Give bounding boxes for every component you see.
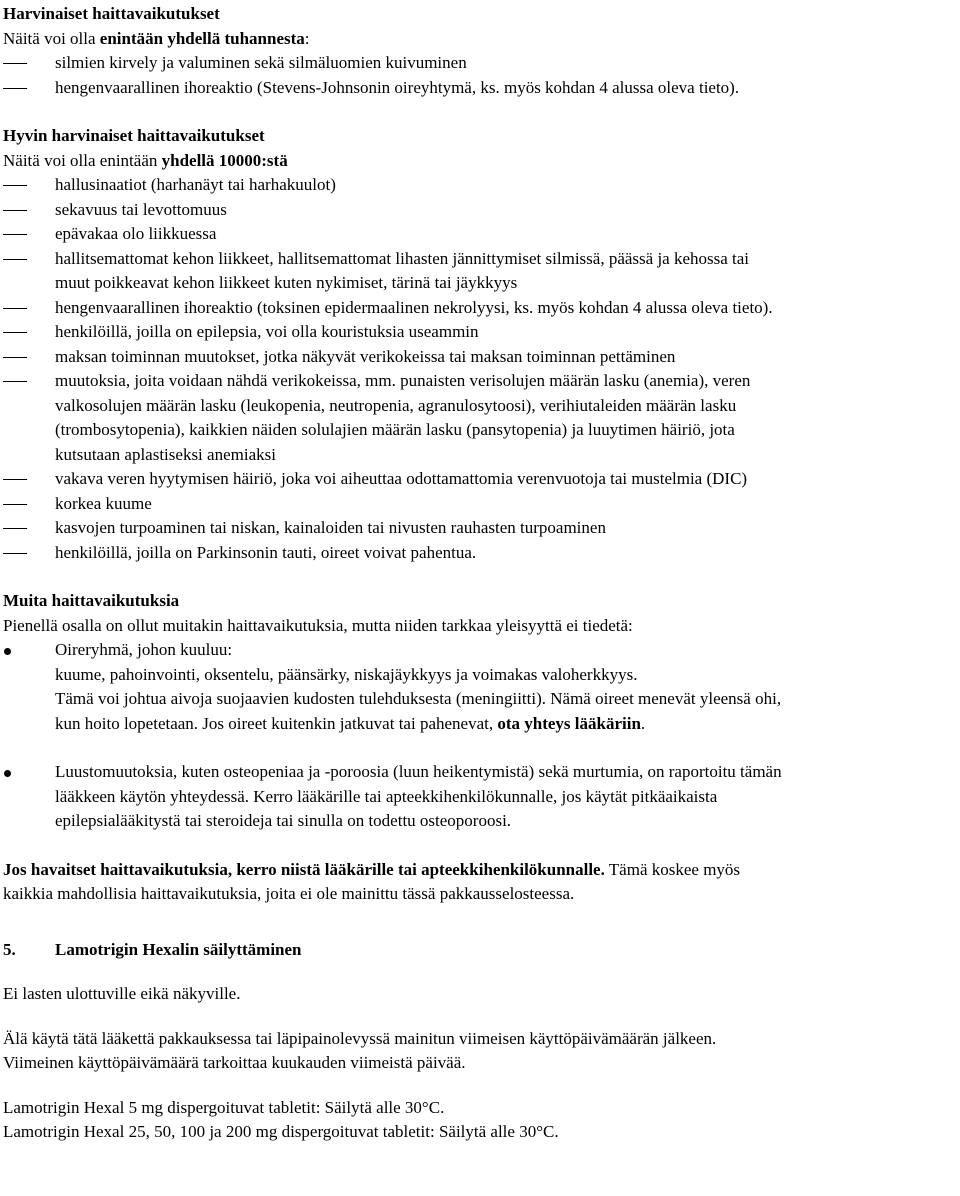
list-item-text: maksan toiminnan muutokset, jotka näkyvät verikokeissa tai maksan toiminnan pettäminen (55, 346, 676, 366)
bullet-icon (4, 648, 11, 655)
list-item (0, 345, 960, 370)
list-item (0, 516, 960, 541)
list-item-text: muut poikkeavat kehon liikkeet kuten nykimiset, tärinä tai jäykkyys (55, 273, 518, 292)
section-5-heading: 5. Lamotrigin Hexalin säilyttäminen (3, 939, 302, 959)
list-item-text: hallusinaatiot (harhanäyt tai harhakuulot) (55, 175, 336, 194)
list-item (0, 492, 960, 517)
list-item-text: sekavuus tai levottomuus (55, 199, 227, 219)
list-item-text: hengenvaarallinen ihoreaktio (toksinen epidermaalinen nekrolyysi, ks. myös kohdan 4 alussa oleva tieto). (55, 297, 773, 317)
very-rare-intro: Näitä voi olla enintään yhdellä 10000:stä (3, 150, 288, 170)
report-paragraph: Jos havaitset haittavaikutuksia, kerro niistä lääkärille tai apteekkihenkilökunnalle. Tämä koskee myös (3, 859, 741, 879)
list-item (0, 76, 960, 101)
list-item-text: silmien kirvely ja valuminen sekä silmäluomien kuivuminen (55, 53, 467, 72)
rare-heading: Harvinaiset haittavaikutukset (3, 4, 220, 23)
list-item-text: valkosolujen määrän lasku (leukopenia, neutropenia, agranulosytoosi), verihiutaleiden määrän lasku (55, 395, 737, 415)
dash-bullet-icon (3, 185, 27, 186)
storage-children: Ei lasten ulottuville eikä näkyville. (3, 984, 241, 1003)
list-item-text: vakava veren hyytymisen häiriö, joka voi aiheuttaa odottamattomia verenvuotoja tai mustelmia (DIC) (55, 469, 748, 488)
dash-bullet-icon (3, 381, 27, 382)
list-item (0, 247, 960, 296)
dash-bullet-icon (3, 63, 27, 64)
dash-bullet-icon (3, 504, 27, 505)
list-item-text: muutoksia, joita voidaan nähdä verikokeissa, mm. punaisten verisolujen määrän lasku (anemia), veren (55, 371, 751, 390)
list-item (0, 198, 960, 223)
dash-bullet-icon (3, 332, 27, 333)
list-item (0, 541, 960, 566)
rare-intro: Näitä voi olla enintään yhdellä tuhannesta: (3, 28, 310, 48)
dash-bullet-icon (3, 553, 27, 554)
bullet-icon (4, 770, 11, 777)
dash-bullet-icon (3, 234, 27, 235)
dash-bullet-icon (3, 210, 27, 211)
dash-bullet-icon (3, 528, 27, 529)
list-item-text: kasvojen turpoaminen tai niskan, kainaloiden tai nivusten rauhasten turpoaminen (55, 518, 606, 537)
list-item-text: hengenvaarallinen ihoreaktio (Stevens-Johnsonin oireyhtymä, ks. myös kohdan 4 alussa oleva tieto). (55, 77, 740, 97)
list-item: Luustomuutoksia, kuten osteopeniaa ja -poroosia (luun heikentymistä) sekä murtumia, on raportoitu tämän lääkkeen käytön yhteydessä. Kerro lääkärille tai apteekkihenkilökunnalle, jos käytät pitkäaikaista epilepsialääkitystä tai steroideja tai sinulla on todettu osteoporoosi. (0, 760, 960, 834)
list-item-text: epävakaa olo liikkuessa (55, 224, 217, 243)
expiry-paragraph: Älä käytä tätä lääkettä pakkauksessa tai läpipainolevyssä mainitun viimeisen käyttöpäivämäärän jälkeen. (3, 1028, 717, 1048)
other-intro: Pienellä osalla on ollut muitakin haittavaikutuksia, mutta niiden tarkkaa yleisyyttä ei tiedetä: (3, 615, 633, 635)
list-item (0, 296, 960, 321)
storage-other-strengths: Lamotrigin Hexal 25, 50, 100 ja 200 mg dispergoituvat tabletit: Säilytä alle 30°C. (3, 1122, 559, 1141)
list-item (0, 320, 960, 345)
dash-bullet-icon (3, 308, 27, 309)
list-item-text: korkea kuume (55, 493, 152, 513)
list-item-text: henkilöillä, joilla on epilepsia, voi olla kouristuksia useammin (55, 322, 479, 341)
leaflet-page: Harvinaiset haittavaikutukset Näitä voi olla enintään yhdellä tuhannesta: silmien kirvely ja valuminen sekä silmäluomien kuivuminen hengenvaarallinen ihoreaktio (Stevens-Johnsonin oireyhtymä, ks. myös kohdan 4 alussa oleva tieto). Hyvin harvinaiset haittavaikutukset Näitä voi olla enintään yhdellä 10000:stä hallusinaatiot (harhanäyt tai harhakuulot) sekavuus tai levottomuus epävakaa olo liikkuessa hallitsemattomat kehon liikkeet, hallitsemattomat lihasten jännittymiset silmissä, päässä ja kehossa tai muut poikkeavat kehon liikkeet kuten nykimiset, tärinä tai jäykkyys hengenvaarallinen ihoreaktio (toksinen epidermaalinen nekrolyysi, ks. myös kohdan 4 alussa oleva tieto). henkilöillä, joilla on epilepsia, voi olla kouristuksia useammin maksan toiminnan muutokset, jotka näkyvät verikokeissa tai maksan toiminnan pettäminen muutoksia, joita voidaan nähdä verikokeissa, mm. punaisten verisolujen määrän lasku (anemia), veren valkosolujen määrän lasku (leukopenia, neutropenia, agranulosytoosi), verihiutaleiden määrän lasku (trombosytopenia), kaikkien näiden solulajien määrän lasku (pansytopenia) ja luuytimen häiriö, jota kutsutaan aplastiseksi anemiaksi vakava veren hyytymisen häiriö, joka voi aiheuttaa odottamattomia verenvuotoja tai mustelmia (DIC) korkea kuume kasvojen turpoaminen tai niskan, kainaloiden tai nivusten rauhasten turpoaminen henkilöillä, joilla on Parkinsonin tauti, oireet voivat pahentua. Muita haittavaikutuksia Pienellä osalla on ollut muitakin haittavaikutuksia, mutta niiden tarkkaa yleisyyttä ei tiedetä: Oireryhmä, johon kuuluu: kuume, pahoinvointi, oksentelu, päänsärky, niskajäykkyys ja voimakas valoherkkyys. Tämä voi johtua aivoja suojaavien kudosten tulehduksesta (meningiitti). Nämä oireet menevät yleensä ohi, kun hoito lopetetaan. Jos oireet kuitenkin jatkuvat tai pahenevat, ota yhteys lääkäriin. Luustomuutoksia, kuten osteopeniaa ja -poroosia (luun heikentymistä) sekä murtumia, on raportoitu tämän lääkkeen käytön yhteydessä. Kerro lääkärille tai apteekkihenkilökunnalle, jos käytät pitkäaikaista epilepsialääkitystä tai steroideja tai sinulla on todettu osteoporoosi. Jos havaitset haittavaikutuksia, kerro niistä lääkärille tai apteekkihenkilökunnalle. Tämä koskee myös kaikkia mahdollisia haittavaikutuksia, joita ei ole mainittu tässä pakkausselosteessa. 5. Lamotrigin Hexalin säilyttäminen Ei lasten ulottuville eikä näkyville. Älä käytä tätä lääkettä pakkauksessa tai läpipainolevyssä mainitun viimeisen käyttöpäivämäärän jälkeen. Viimeinen käyttöpäivämäärä tarkoittaa kuukauden viimeistä päivää. Lamotrigin Hexal 5 mg dispergoituvat tabletit: Säilytä alle 30°C. Lamotrigin Hexal 25, 50, 100 ja 200 mg dispergoituvat tabletit: Säilytä alle 30°C. (0, 0, 960, 1145)
rare-list (0, 51, 960, 100)
list-item (0, 467, 960, 492)
dash-bullet-icon (3, 479, 27, 480)
other-heading: Muita haittavaikutuksia (3, 591, 180, 610)
dash-bullet-icon (3, 259, 27, 260)
very-rare-list (0, 173, 960, 565)
list-item: Oireryhmä, johon kuuluu: kuume, pahoinvointi, oksentelu, päänsärky, niskajäykkyys ja voimakas valoherkkyys. Tämä voi johtua aivoja suojaavien kudosten tulehduksesta (meningiitti). Nämä oireet menevät yleensä ohi, kun hoito lopetetaan. Jos oireet kuitenkin jatkuvat tai pahenevat, ota yhteys lääkäriin. (0, 638, 960, 736)
list-item-text: henkilöillä, joilla on Parkinsonin tauti, oireet voivat pahentua. (55, 542, 477, 562)
list-item (0, 369, 960, 467)
dash-bullet-icon (3, 357, 27, 358)
list-item-text: kutsutaan aplastiseksi anemiaksi (55, 444, 276, 464)
dash-bullet-icon (3, 88, 27, 89)
list-item (0, 222, 960, 247)
very-rare-heading: Hyvin harvinaiset haittavaikutukset (3, 126, 265, 145)
list-item (0, 173, 960, 198)
storage-5mg: Lamotrigin Hexal 5 mg dispergoituvat tabletit: Säilytä alle 30°C. (3, 1097, 445, 1117)
list-item-text: (trombosytopenia), kaikkien näiden solulajien määrän lasku (pansytopenia) ja luuytimen häiriö, jota (55, 420, 735, 439)
list-item (0, 51, 960, 76)
list-item-text: hallitsemattomat kehon liikkeet, hallitsemattomat lihasten jännittymiset silmissä, päässä ja kehossa tai (55, 248, 750, 268)
